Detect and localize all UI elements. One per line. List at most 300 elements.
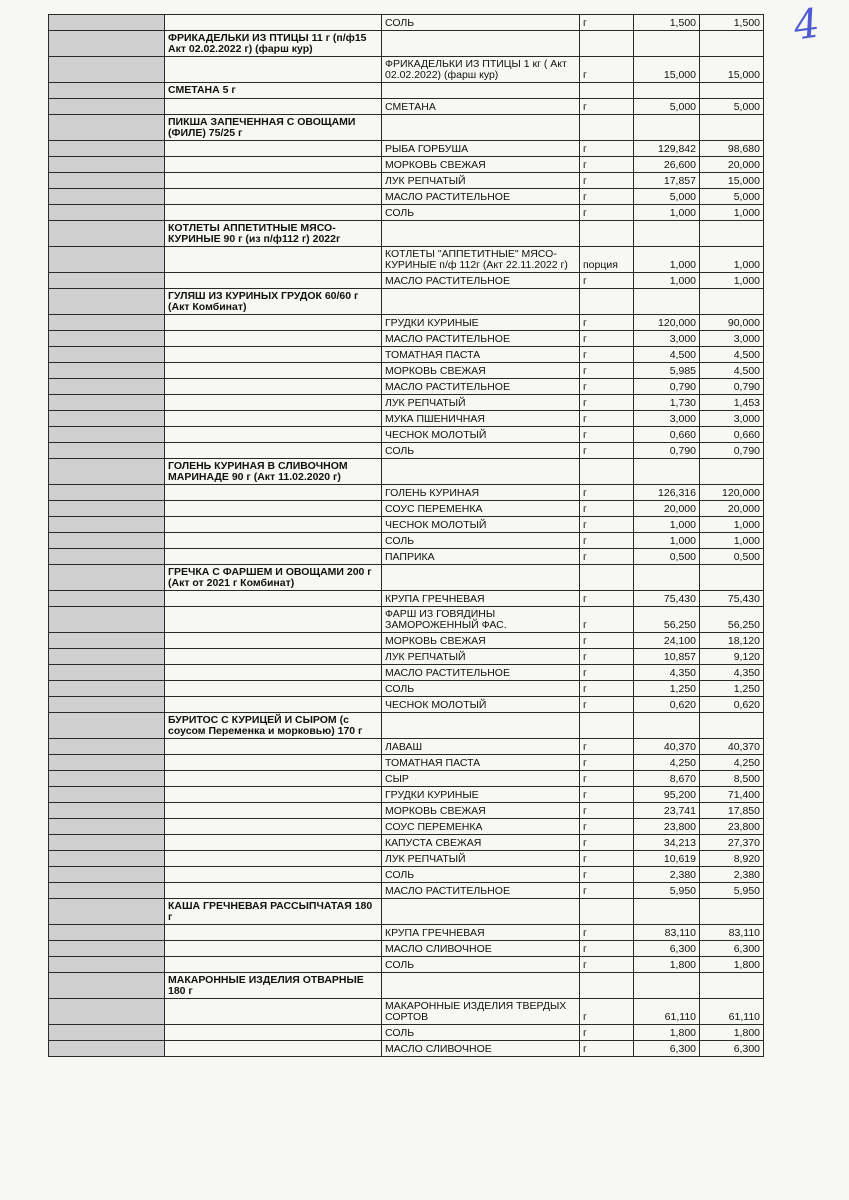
unit: г xyxy=(580,517,634,533)
empty-cell xyxy=(382,221,580,247)
empty-cell xyxy=(165,633,382,649)
empty-cell xyxy=(700,31,764,57)
ingredient-row xyxy=(49,633,764,649)
net-weight: 20,000 xyxy=(700,501,764,517)
dish-title: КАША ГРЕЧНЕВАЯ РАССЫПЧАТАЯ 180 г xyxy=(165,899,382,925)
gross-weight: 6,300 xyxy=(634,1041,700,1057)
ingredient-row xyxy=(49,141,764,157)
empty-cell xyxy=(165,957,382,973)
net-weight: 8,920 xyxy=(700,851,764,867)
dish-row xyxy=(49,459,764,485)
ingredient-row xyxy=(49,957,764,973)
shaded-cell xyxy=(49,899,165,925)
ingredient-name: КРУПА ГРЕЧНЕВАЯ xyxy=(382,925,580,941)
dish-title: МАКАРОННЫЕ ИЗДЕЛИЯ ОТВАРНЫЕ 180 г xyxy=(165,973,382,999)
ingredient-name: МАСЛО РАСТИТЕЛЬНОЕ xyxy=(382,883,580,899)
gross-weight: 5,000 xyxy=(634,99,700,115)
ingredient-name: СОЛЬ xyxy=(382,957,580,973)
ingredient-row xyxy=(49,851,764,867)
shaded-cell xyxy=(49,999,165,1025)
shaded-cell xyxy=(49,633,165,649)
ingredient-row xyxy=(49,607,764,633)
ingredient-row xyxy=(49,533,764,549)
ingredient-name: ЧЕСНОК МОЛОТЫЙ xyxy=(382,427,580,443)
shaded-cell xyxy=(49,957,165,973)
net-weight: 0,790 xyxy=(700,379,764,395)
empty-cell xyxy=(165,739,382,755)
net-weight: 27,370 xyxy=(700,835,764,851)
gross-weight: 1,000 xyxy=(634,533,700,549)
ingredient-row xyxy=(49,883,764,899)
empty-cell xyxy=(580,289,634,315)
ingredient-row xyxy=(49,501,764,517)
empty-cell xyxy=(634,221,700,247)
empty-cell xyxy=(634,289,700,315)
net-weight: 1,000 xyxy=(700,205,764,221)
ingredient-row xyxy=(49,941,764,957)
shaded-cell xyxy=(49,57,165,83)
gross-weight: 95,200 xyxy=(634,787,700,803)
ingredient-name: ГРУДКИ КУРИНЫЕ xyxy=(382,787,580,803)
unit: г xyxy=(580,851,634,867)
gross-weight: 1,250 xyxy=(634,681,700,697)
shaded-cell xyxy=(49,803,165,819)
dish-title: ГУЛЯШ ИЗ КУРИНЫХ ГРУДОК 60/60 г (Акт Комбинат) xyxy=(165,289,382,315)
gross-weight: 17,857 xyxy=(634,173,700,189)
empty-cell xyxy=(580,31,634,57)
ingredient-row xyxy=(49,205,764,221)
ingredient-name: ГРУДКИ КУРИНЫЕ xyxy=(382,315,580,331)
shaded-cell xyxy=(49,31,165,57)
shaded-cell xyxy=(49,565,165,591)
gross-weight: 34,213 xyxy=(634,835,700,851)
empty-cell xyxy=(634,459,700,485)
ingredient-row xyxy=(49,363,764,379)
ingredient-name: КРУПА ГРЕЧНЕВАЯ xyxy=(382,591,580,607)
unit: г xyxy=(580,803,634,819)
shaded-cell xyxy=(49,411,165,427)
gross-weight: 1,500 xyxy=(634,15,700,31)
unit: г xyxy=(580,941,634,957)
ingredient-name: МАСЛО РАСТИТЕЛЬНОЕ xyxy=(382,379,580,395)
ingredient-name: СМЕТАНА xyxy=(382,99,580,115)
empty-cell xyxy=(165,697,382,713)
empty-cell xyxy=(165,755,382,771)
gross-weight: 1,730 xyxy=(634,395,700,411)
empty-cell xyxy=(165,485,382,501)
ingredient-name: КОТЛЕТЫ "АППЕТИТНЫЕ" МЯСО-КУРИНЫЕ п/ф 112г (Акт 22.11.2022 г) xyxy=(382,247,580,273)
shaded-cell xyxy=(49,835,165,851)
shaded-cell xyxy=(49,787,165,803)
net-weight: 20,000 xyxy=(700,157,764,173)
empty-cell xyxy=(382,115,580,141)
unit: г xyxy=(580,485,634,501)
dish-row xyxy=(49,713,764,739)
empty-cell xyxy=(165,649,382,665)
net-weight: 17,850 xyxy=(700,803,764,819)
empty-cell xyxy=(165,99,382,115)
empty-cell xyxy=(165,591,382,607)
net-weight: 18,120 xyxy=(700,633,764,649)
shaded-cell xyxy=(49,331,165,347)
empty-cell xyxy=(700,973,764,999)
net-weight: 1,000 xyxy=(700,517,764,533)
shaded-cell xyxy=(49,205,165,221)
empty-cell xyxy=(165,1041,382,1057)
unit: г xyxy=(580,665,634,681)
dish-title: ГРЕЧКА С ФАРШЕМ И ОВОЩАМИ 200 г (Акт от 2021 г Комбинат) xyxy=(165,565,382,591)
ingredient-row xyxy=(49,549,764,565)
gross-weight: 15,000 xyxy=(634,57,700,83)
ingredient-name: СОЛЬ xyxy=(382,533,580,549)
ingredient-name: ПАПРИКА xyxy=(382,549,580,565)
shaded-cell xyxy=(49,607,165,633)
shaded-cell xyxy=(49,681,165,697)
shaded-cell xyxy=(49,247,165,273)
net-weight: 9,120 xyxy=(700,649,764,665)
net-weight: 1,453 xyxy=(700,395,764,411)
ingredient-row xyxy=(49,395,764,411)
gross-weight: 0,790 xyxy=(634,443,700,459)
ingredient-row xyxy=(49,819,764,835)
empty-cell xyxy=(700,221,764,247)
ingredient-row xyxy=(49,379,764,395)
unit: г xyxy=(580,273,634,289)
empty-cell xyxy=(700,115,764,141)
shaded-cell xyxy=(49,665,165,681)
ingredient-row xyxy=(49,803,764,819)
shaded-cell xyxy=(49,315,165,331)
unit: г xyxy=(580,189,634,205)
empty-cell xyxy=(382,713,580,739)
gross-weight: 3,000 xyxy=(634,331,700,347)
unit: г xyxy=(580,739,634,755)
empty-cell xyxy=(165,771,382,787)
empty-cell xyxy=(580,221,634,247)
empty-cell xyxy=(634,973,700,999)
empty-cell xyxy=(634,83,700,99)
shaded-cell xyxy=(49,221,165,247)
unit: г xyxy=(580,347,634,363)
empty-cell xyxy=(700,899,764,925)
shaded-cell xyxy=(49,141,165,157)
gross-weight: 1,800 xyxy=(634,1025,700,1041)
dish-title: СМЕТАНА 5 г xyxy=(165,83,382,99)
empty-cell xyxy=(700,713,764,739)
shaded-cell xyxy=(49,395,165,411)
net-weight: 1,500 xyxy=(700,15,764,31)
shaded-cell xyxy=(49,771,165,787)
empty-cell xyxy=(580,459,634,485)
gross-weight: 5,985 xyxy=(634,363,700,379)
gross-weight: 10,857 xyxy=(634,649,700,665)
unit: г xyxy=(580,633,634,649)
empty-cell xyxy=(580,565,634,591)
unit: г xyxy=(580,999,634,1025)
ingredient-row xyxy=(49,681,764,697)
shaded-cell xyxy=(49,851,165,867)
ingredient-name: МУКА ПШЕНИЧНАЯ xyxy=(382,411,580,427)
unit: г xyxy=(580,1025,634,1041)
unit: г xyxy=(580,883,634,899)
empty-cell xyxy=(165,665,382,681)
empty-cell xyxy=(634,115,700,141)
unit: г xyxy=(580,395,634,411)
unit: г xyxy=(580,867,634,883)
gross-weight: 1,000 xyxy=(634,273,700,289)
shaded-cell xyxy=(49,925,165,941)
ingredient-name: ЛУК РЕПЧАТЫЙ xyxy=(382,173,580,189)
shaded-cell xyxy=(49,713,165,739)
ingredient-row xyxy=(49,315,764,331)
empty-cell xyxy=(700,289,764,315)
net-weight: 15,000 xyxy=(700,57,764,83)
unit: г xyxy=(580,533,634,549)
table-body xyxy=(49,15,764,1057)
net-weight: 3,000 xyxy=(700,331,764,347)
ingredient-name: СОЛЬ xyxy=(382,681,580,697)
unit: г xyxy=(580,957,634,973)
shaded-cell xyxy=(49,819,165,835)
net-weight: 90,000 xyxy=(700,315,764,331)
empty-cell xyxy=(165,189,382,205)
empty-cell xyxy=(165,363,382,379)
ingredient-name: МОРКОВЬ СВЕЖАЯ xyxy=(382,363,580,379)
unit: г xyxy=(580,681,634,697)
unit: г xyxy=(580,819,634,835)
ingredient-name: МОРКОВЬ СВЕЖАЯ xyxy=(382,157,580,173)
empty-cell xyxy=(382,459,580,485)
ingredient-name: ТОМАТНАЯ ПАСТА xyxy=(382,755,580,771)
net-weight: 40,370 xyxy=(700,739,764,755)
net-weight: 5,000 xyxy=(700,99,764,115)
gross-weight: 1,000 xyxy=(634,205,700,221)
empty-cell xyxy=(165,867,382,883)
empty-cell xyxy=(165,411,382,427)
empty-cell xyxy=(165,379,382,395)
net-weight: 83,110 xyxy=(700,925,764,941)
ingredient-name: СОЛЬ xyxy=(382,443,580,459)
unit: г xyxy=(580,331,634,347)
shaded-cell xyxy=(49,15,165,31)
unit: г xyxy=(580,141,634,157)
ingredient-row xyxy=(49,787,764,803)
empty-cell xyxy=(165,533,382,549)
empty-cell xyxy=(165,273,382,289)
shaded-cell xyxy=(49,973,165,999)
ingredient-name: СОУС ПЕРЕМЕНКА xyxy=(382,819,580,835)
net-weight: 8,500 xyxy=(700,771,764,787)
net-weight: 6,300 xyxy=(700,941,764,957)
net-weight: 75,430 xyxy=(700,591,764,607)
shaded-cell xyxy=(49,867,165,883)
unit: г xyxy=(580,315,634,331)
ingredient-row xyxy=(49,173,764,189)
dish-row xyxy=(49,899,764,925)
gross-weight: 40,370 xyxy=(634,739,700,755)
unit: г xyxy=(580,427,634,443)
empty-cell xyxy=(165,607,382,633)
empty-cell xyxy=(382,31,580,57)
empty-cell xyxy=(165,395,382,411)
gross-weight: 126,316 xyxy=(634,485,700,501)
net-weight: 4,250 xyxy=(700,755,764,771)
shaded-cell xyxy=(49,549,165,565)
ingredient-name: МОРКОВЬ СВЕЖАЯ xyxy=(382,803,580,819)
empty-cell xyxy=(382,899,580,925)
gross-weight: 0,500 xyxy=(634,549,700,565)
shaded-cell xyxy=(49,427,165,443)
gross-weight: 3,000 xyxy=(634,411,700,427)
empty-cell xyxy=(165,141,382,157)
shaded-cell xyxy=(49,533,165,549)
gross-weight: 8,670 xyxy=(634,771,700,787)
gross-weight: 4,500 xyxy=(634,347,700,363)
dish-row xyxy=(49,221,764,247)
empty-cell xyxy=(165,681,382,697)
empty-cell xyxy=(382,83,580,99)
ingredient-row xyxy=(49,331,764,347)
empty-cell xyxy=(634,713,700,739)
shaded-cell xyxy=(49,883,165,899)
ingredient-row xyxy=(49,835,764,851)
ingredient-name: ТОМАТНАЯ ПАСТА xyxy=(382,347,580,363)
gross-weight: 1,000 xyxy=(634,517,700,533)
ingredient-name: МАСЛО РАСТИТЕЛЬНОЕ xyxy=(382,189,580,205)
shaded-cell xyxy=(49,517,165,533)
empty-cell xyxy=(634,899,700,925)
shaded-cell xyxy=(49,189,165,205)
ingredient-row xyxy=(49,57,764,83)
empty-cell xyxy=(165,247,382,273)
ingredient-name: МАКАРОННЫЕ ИЗДЕЛИЯ ТВЕРДЫХ СОРТОВ xyxy=(382,999,580,1025)
empty-cell xyxy=(165,331,382,347)
unit: порция xyxy=(580,247,634,273)
net-weight: 98,680 xyxy=(700,141,764,157)
ingredient-name: ЛУК РЕПЧАТЫЙ xyxy=(382,395,580,411)
ingredient-name: МАСЛО РАСТИТЕЛЬНОЕ xyxy=(382,331,580,347)
shaded-cell xyxy=(49,83,165,99)
ingredient-name: СОЛЬ xyxy=(382,867,580,883)
shaded-cell xyxy=(49,273,165,289)
ingredient-name: ГОЛЕНЬ КУРИНАЯ xyxy=(382,485,580,501)
empty-cell xyxy=(165,15,382,31)
gross-weight: 75,430 xyxy=(634,591,700,607)
shaded-cell xyxy=(49,289,165,315)
net-weight: 1,000 xyxy=(700,533,764,549)
dish-row xyxy=(49,31,764,57)
ingredient-row xyxy=(49,771,764,787)
net-weight: 23,800 xyxy=(700,819,764,835)
empty-cell xyxy=(580,83,634,99)
empty-cell xyxy=(165,443,382,459)
gross-weight: 0,620 xyxy=(634,697,700,713)
gross-weight: 83,110 xyxy=(634,925,700,941)
empty-cell xyxy=(165,347,382,363)
ingredient-name: ЛАВАШ xyxy=(382,739,580,755)
shaded-cell xyxy=(49,379,165,395)
ingredient-row xyxy=(49,649,764,665)
empty-cell xyxy=(382,973,580,999)
gross-weight: 20,000 xyxy=(634,501,700,517)
net-weight: 56,250 xyxy=(700,607,764,633)
shaded-cell xyxy=(49,1025,165,1041)
shaded-cell xyxy=(49,347,165,363)
ingredient-name: СОЛЬ xyxy=(382,205,580,221)
unit: г xyxy=(580,697,634,713)
shaded-cell xyxy=(49,1041,165,1057)
ingredient-row xyxy=(49,867,764,883)
gross-weight: 129,842 xyxy=(634,141,700,157)
gross-weight: 5,950 xyxy=(634,883,700,899)
shaded-cell xyxy=(49,363,165,379)
unit: г xyxy=(580,649,634,665)
ingredient-row xyxy=(49,697,764,713)
ingredient-row xyxy=(49,485,764,501)
gross-weight: 6,300 xyxy=(634,941,700,957)
ingredient-row xyxy=(49,347,764,363)
dish-row xyxy=(49,83,764,99)
ingredient-name: ФАРШ ИЗ ГОВЯДИНЫ ЗАМОРОЖЕННЫЙ ФАС. xyxy=(382,607,580,633)
net-weight: 0,500 xyxy=(700,549,764,565)
gross-weight: 1,000 xyxy=(634,247,700,273)
empty-cell xyxy=(700,83,764,99)
gross-weight: 5,000 xyxy=(634,189,700,205)
empty-cell xyxy=(382,565,580,591)
unit: г xyxy=(580,443,634,459)
shaded-cell xyxy=(49,157,165,173)
empty-cell xyxy=(165,835,382,851)
ingredient-name: ЧЕСНОК МОЛОТЫЙ xyxy=(382,697,580,713)
net-weight: 120,000 xyxy=(700,485,764,501)
dish-title: КОТЛЕТЫ АППЕТИТНЫЕ МЯСО-КУРИНЫЕ 90 г (из п/ф112 г) 2022г xyxy=(165,221,382,247)
shaded-cell xyxy=(49,115,165,141)
ingredient-name: СОЛЬ xyxy=(382,15,580,31)
empty-cell xyxy=(165,925,382,941)
gross-weight: 1,800 xyxy=(634,957,700,973)
unit: г xyxy=(580,173,634,189)
ingredient-row xyxy=(49,411,764,427)
net-weight: 5,000 xyxy=(700,189,764,205)
net-weight: 4,500 xyxy=(700,347,764,363)
empty-cell xyxy=(634,565,700,591)
net-weight: 61,110 xyxy=(700,999,764,1025)
empty-cell xyxy=(165,157,382,173)
empty-cell xyxy=(580,115,634,141)
unit: г xyxy=(580,607,634,633)
ingredient-row xyxy=(49,739,764,755)
empty-cell xyxy=(700,459,764,485)
ingredient-row xyxy=(49,517,764,533)
empty-cell xyxy=(165,501,382,517)
empty-cell xyxy=(382,289,580,315)
gross-weight: 120,000 xyxy=(634,315,700,331)
gross-weight: 2,380 xyxy=(634,867,700,883)
net-weight: 2,380 xyxy=(700,867,764,883)
net-weight: 0,660 xyxy=(700,427,764,443)
shaded-cell xyxy=(49,649,165,665)
ingredient-row xyxy=(49,15,764,31)
unit: г xyxy=(580,591,634,607)
ingredient-name: СОУС ПЕРЕМЕНКА xyxy=(382,501,580,517)
ingredient-name: МАСЛО РАСТИТЕЛЬНОЕ xyxy=(382,273,580,289)
unit: г xyxy=(580,157,634,173)
empty-cell xyxy=(165,999,382,1025)
shaded-cell xyxy=(49,941,165,957)
ingredient-name: МАСЛО РАСТИТЕЛЬНОЕ xyxy=(382,665,580,681)
ingredient-name: ЛУК РЕПЧАТЫЙ xyxy=(382,851,580,867)
dish-title: ПИКША ЗАПЕЧЕННАЯ С ОВОЩАМИ (ФИЛЕ) 75/25 г xyxy=(165,115,382,141)
